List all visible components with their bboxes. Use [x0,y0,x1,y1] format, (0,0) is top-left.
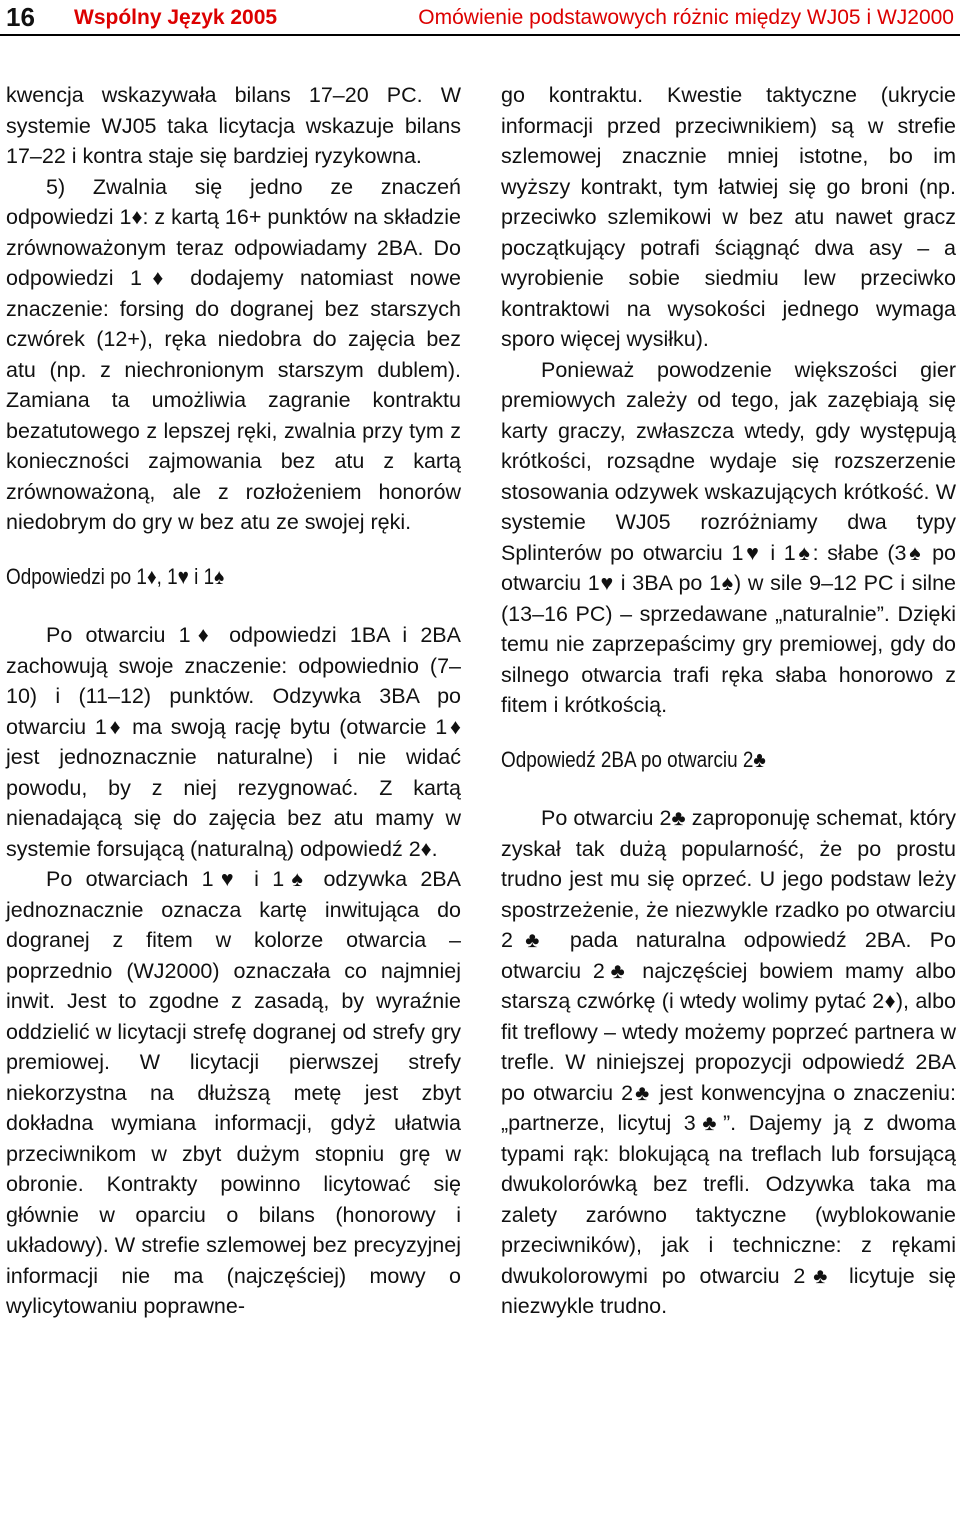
paragraph: 5) Zwalnia się jedno ze znaczeń odpowiedzi 1♦: z kartą 16+ punktów na składzie zrównoważonym teraz odpowiadamy 2BA. Do odpowiedzi 1♦ dodajemy natomiast nowe znaczenie: forsing do dogranej bez starszych czwórek (12+), ręka niedobra do zajęcia bez atu (np. z niechronionym starszym dublem). Zamiana ta umożliwia zagranie kontraktu bezatutowego z lepszej ręki, zwalnia przy tym z konieczności zajmowania bez atu z kartą zrównoważoną, ale z rozłożeniem honorów niedobrym do gry w bez atu ze swojej ręki. [6,174,461,534]
section-heading: Odpowiedzi po 1♦, 1♥ i 1♠ [6,563,225,589]
paragraph: kwencja wskazywała bilans 17–20 PC. W systemie WJ05 taka licytacja wskazuje bilans 17–22 i kontra staje się bardziej ryzykowna. [6,83,461,168]
right-column [501,80,956,1322]
page-number: 16 [6,2,35,32]
journal-title: Wspólny Język 2005 [74,6,278,29]
paragraph: Ponieważ powodzenie większości gier premiowych zależy od tego, jak zazębiają się karty graczy, zwłaszcza wtedy, gdy występują krótkości, rozsądne wydaje się rozszerzenie stosowania odzywek wskazujących krótkość. W systemie WJ05 rozróżniamy dwa typy Splinterów po otwarciu 1♥ i 1♠: słabe (3♠ po otwarciu 1♥ i 3BA po 1♠) w sile 9–12 PC i silne (13–16 PC) – sprzedawane „naturalnie”. Dzięki temu nie zaprzepaścimy gry premiowej, gdy do silnego otwarcia trafi ręka słaba honorowo z fitem i krótkością. [501,357,956,717]
running-title: Omówienie podstawowych różnic między WJ05 i WJ2000 [418,6,954,29]
page-header [0,0,960,36]
paragraph: Po otwarciu 1♦ odpowiedzi 1BA i 2BA zachowują swoje znaczenie: odpowiednio (7–10) i (11–12) punktów. Odzywka 3BA po otwarciu 1♦ ma swoją rację bytu (otwarcie 1♦ jest jednoznacznie naturalne) i nie widać powodu, by z niej rezygnować. Z kartą nienadającą się do zajęcia bez atu mamy w systemie forsującą (naturalną) odpowiedź 2♦. [6,623,461,861]
section-heading: Odpowiedź 2BA po otwarciu 2♣ [501,746,766,772]
paragraph: Po otwarciach 1♥ i 1♠ odzywka 2BA jednoznacznie oznacza kartę inwitująca do dogranej z fitem w kolorze otwarcia – poprzednio (WJ2000) oznaczała co najmniej inwit. Jest to zgodne z zasadą, by wyraźnie oddzielić w licytacji strefę dogranej od strefy gry premiowej. W licytacji pierwszej strefy niekorzystna na dłuższą metę jest zbyt dokładna wymiana informacji, gdyż ułatwia przeciwnikom w zbyt dużym stopniu grę w obronie. Kontrakty powinno licytować się głównie w oparciu o bilans (honorowy i układowy). W strefie szlemowej bez precyzyjnej informacji nie ma (najczęściej) mowy o wylicytowaniu poprawne- [6,867,461,1318]
paragraph: Po otwarciu 2♣ zaproponuję schemat, który zyskał tak dużą popularność, że po prostu trudno jest mu się oprzeć. U jego podstaw leży spostrzeżenie, że niezwykle rzadko po otwarciu 2♣ pada naturalna odpowiedź 2BA. Po otwarciu 2♣ najczęściej bowiem mamy albo starszą czwórkę (i wtedy wolimy pytać 2♦), albo fit treflowy – wtedy możemy poprzeć partnera w trefle. W niniejszej propozycji odpowiedź 2BA po otwarciu 2♣ jest konwencyjna o znaczeniu: „partnerze, licytuj 3♣”. Dajemy ją z dwoma typami rąk: blokującą na treflach lub forsującą dwukolorówką bez trefli. Odzywka taka ma zalety zarówno taktyczne (wyblokowanie przeciwników), jak i techniczne: z rękami dwukolorowymi po otwarciu 2♣ licytuje się niezwykle trudno. [501,806,956,1318]
left-column [6,80,461,1322]
paragraph: go kontraktu. Kwestie taktyczne (ukrycie informacji przed przeciwnikiem) są w strefie szlemowej znacznie mniej istotne, bo im wyższy kontrakt, tym łatwiej się go broni (np. przeciwko szlemikowi w bez atu nawet gracz początkujący potrafi ściągnąć dwa asy – a wyrobienie sobie siedmiu lew przeciwko kontraktowi na wysokości jednego wymaga sporo więcej wysiłku). [501,83,956,351]
